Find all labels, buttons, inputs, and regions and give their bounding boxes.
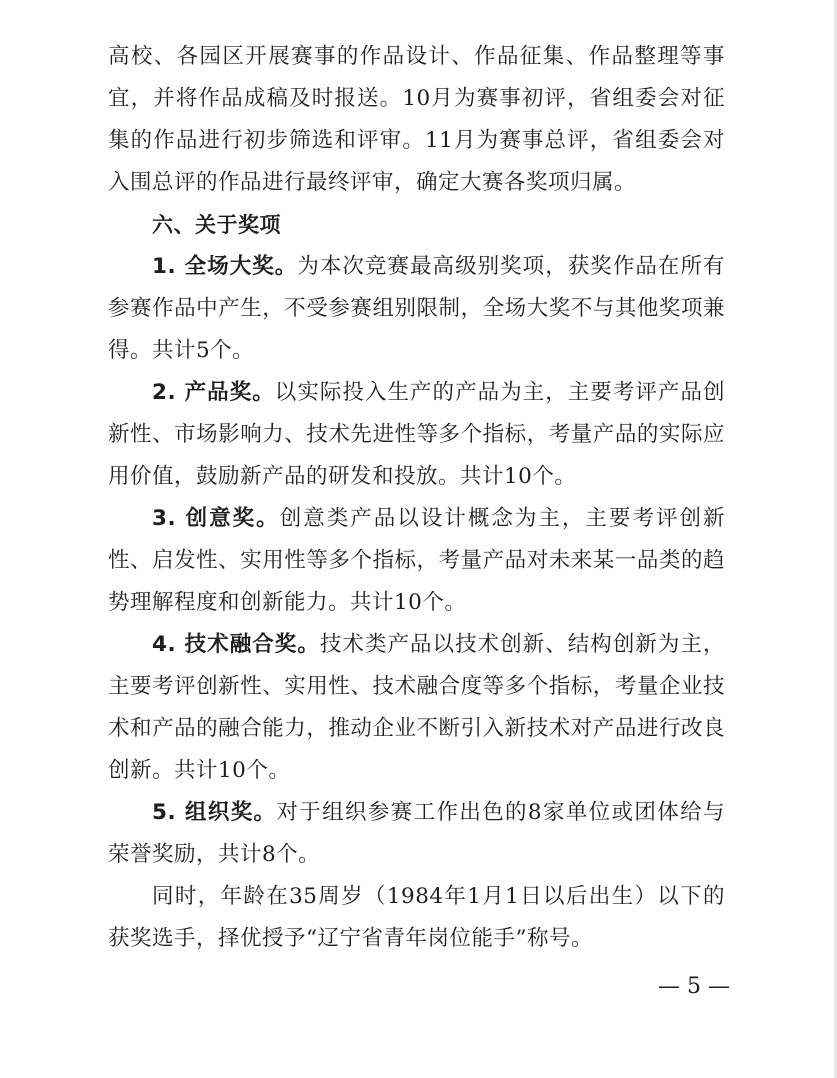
page-number: — 5 — — [658, 974, 730, 999]
document-body — [108, 36, 725, 960]
paragraph-product-award — [108, 372, 725, 498]
technology-fusion-award-lead: 4. 技术融合奖。 — [152, 632, 320, 657]
young-winner-honor-text: 同时，年龄在35周岁（1984年1月1日以后出生）以下的获奖选手，择优授予“辽宁省青年岗位能手”称号。 — [108, 884, 725, 951]
organization-award-text: 对于组织参赛工作出色的8家单位或团体给与荣誉奖励，共计8个。 — [108, 800, 725, 867]
paragraph-schedule — [108, 36, 725, 204]
section-heading-awards — [108, 204, 725, 246]
paragraph-grand-prize — [108, 246, 725, 372]
grand-prize-lead: 1. 全场大奖。 — [152, 254, 298, 279]
paragraph-young-winner-honor — [108, 876, 725, 960]
technology-fusion-award-text: 技术类产品以技术创新、结构创新为主，主要考评创新性、实用性、技术融合度等多个指标，考量企业技术和产品的融合能力，推动企业不断引入新技术对产品进行改良创新。共计10个。 — [108, 632, 725, 783]
product-award-lead: 2. 产品奖。 — [152, 380, 275, 405]
product-award-text: 以实际投入生产的产品为主，主要考评产品创新性、市场影响力、技术先进性等多个指标，考量产品的实际应用价值，鼓励新产品的研发和投放。共计10个。 — [108, 380, 725, 489]
creative-award-text: 创意类产品以设计概念为主，主要考评创新性、启发性、实用性等多个指标，考量产品对未来某一品类的趋势理解程度和创新能力。共计10个。 — [108, 506, 725, 615]
paragraph-creative-award — [108, 498, 725, 624]
section-heading-awards-text: 六、关于奖项 — [152, 213, 281, 237]
paragraph-organization-award — [108, 792, 725, 876]
organization-award-lead: 5. 组织奖。 — [152, 800, 277, 825]
creative-award-lead: 3. 创意奖。 — [152, 506, 280, 531]
grand-prize-text: 为本次竞赛最高级别奖项，获奖作品在所有参赛作品中产生，不受参赛组别限制，全场大奖不与其他奖项兼得。共计5个。 — [108, 254, 725, 363]
paragraph-schedule-text: 高校、各园区开展赛事的作品设计、作品征集、作品整理等事宜，并将作品成稿及时报送。10月为赛事初评，省组委会对征集的作品进行初步筛选和评审。11月为赛事总评，省组委会对入围总评的作品进行最终评审，确定大赛各奖项归属。 — [108, 44, 725, 195]
paragraph-technology-fusion-award — [108, 624, 725, 792]
